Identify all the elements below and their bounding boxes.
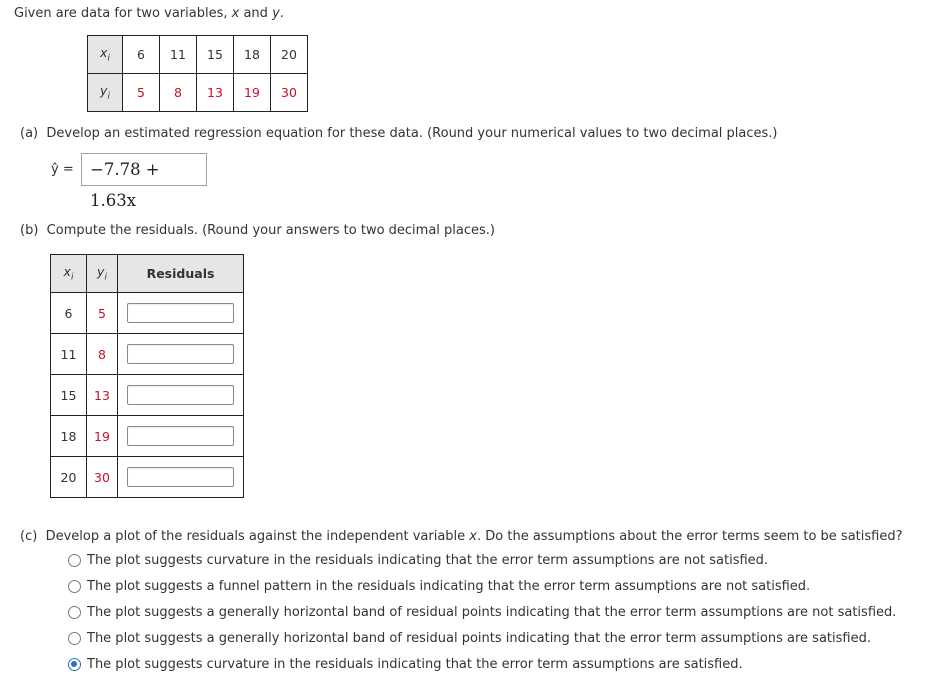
row-y: 19 — [87, 416, 118, 457]
regression-answer-box[interactable]: −7.78 + 1.63x — [81, 153, 207, 186]
residual-input[interactable] — [127, 467, 234, 487]
radio-option-3[interactable] — [68, 606, 81, 619]
part-c-question — [20, 529, 902, 544]
row-y: 8 — [87, 334, 118, 375]
col-residuals-header: Residuals — [118, 255, 244, 293]
row-x: 15 — [51, 375, 87, 416]
y-value: 5 — [123, 74, 160, 112]
radio-option-2[interactable] — [68, 580, 81, 593]
col-x-header: $x_i$ — [51, 255, 87, 293]
x-value: 6 — [123, 36, 160, 74]
x-value: 15 — [197, 36, 234, 74]
residuals-header-row — [51, 255, 244, 293]
y-value: 30 — [271, 74, 308, 112]
x-header: $x_i$ — [88, 36, 123, 74]
option-label-3[interactable]: The plot suggests a generally horizontal band of residual points indicating that the error term assumptions are not satisfied. — [87, 605, 897, 620]
row-x: 6 — [51, 293, 87, 334]
y-header: $y_i$ — [88, 74, 123, 112]
option-label-4[interactable]: The plot suggests a generally horizontal band of residual points indicating that the error term assumptions are satisfied. — [87, 631, 871, 646]
row-y: 13 — [87, 375, 118, 416]
residual-input[interactable] — [127, 303, 234, 323]
part-c-label: (c) — [20, 529, 38, 544]
x-value: 18 — [234, 36, 271, 74]
part-b-label: (b) — [20, 223, 39, 238]
data-row-x — [88, 36, 308, 74]
residual-input[interactable] — [127, 426, 234, 446]
part-b-question — [20, 223, 495, 238]
row-x: 18 — [51, 416, 87, 457]
radio-option-5[interactable] — [68, 658, 81, 671]
y-value: 8 — [160, 74, 197, 112]
table-row — [51, 457, 244, 498]
residuals-table — [50, 254, 244, 498]
y-value: 19 — [234, 74, 271, 112]
part-c-prompt-a: Develop a plot of the residuals against the independent variable — [45, 529, 470, 544]
intro-y: y — [272, 6, 280, 21]
table-row — [51, 334, 244, 375]
row-y: 5 — [87, 293, 118, 334]
option-label-2[interactable]: The plot suggests a funnel pattern in the residuals indicating that the error term assumptions are not satisfied. — [87, 579, 811, 594]
row-x: 11 — [51, 334, 87, 375]
part-c-prompt-x: x — [469, 529, 477, 544]
intro-and: and — [239, 6, 273, 21]
data-table — [87, 35, 308, 112]
radio-option-1[interactable] — [68, 554, 81, 567]
part-c-prompt-b: . Do the assumptions about the error terms seem to be satisfied? — [477, 529, 903, 544]
col-y-header: $y_i$ — [87, 255, 118, 293]
row-x: 20 — [51, 457, 87, 498]
radio-option-4[interactable] — [68, 632, 81, 645]
option-label-5[interactable]: The plot suggests curvature in the residuals indicating that the error term assumptions are satisfied. — [87, 657, 743, 672]
intro-prefix: Given are data for two variables, — [14, 6, 232, 21]
data-row-y — [88, 74, 308, 112]
part-b-prompt: Compute the residuals. (Round your answers to two decimal places.) — [46, 223, 495, 238]
table-row — [51, 416, 244, 457]
x-value: 20 — [271, 36, 308, 74]
intro-suffix: . — [279, 6, 284, 21]
x-value: 11 — [160, 36, 197, 74]
yhat-label: ŷ = — [51, 162, 74, 177]
residual-input[interactable] — [127, 344, 234, 364]
table-row — [51, 293, 244, 334]
option-label-1[interactable]: The plot suggests curvature in the residuals indicating that the error term assumptions are not satisfied. — [87, 553, 769, 568]
row-y: 30 — [87, 457, 118, 498]
y-value: 13 — [197, 74, 234, 112]
part-a-prompt: Develop an estimated regression equation for these data. (Round your numerical values to two decimal places.) — [46, 126, 778, 141]
table-row — [51, 375, 244, 416]
residual-input[interactable] — [127, 385, 234, 405]
intro-x: x — [231, 6, 240, 21]
part-a-question — [20, 126, 778, 141]
intro-text — [14, 6, 284, 21]
part-a-label: (a) — [20, 126, 39, 141]
